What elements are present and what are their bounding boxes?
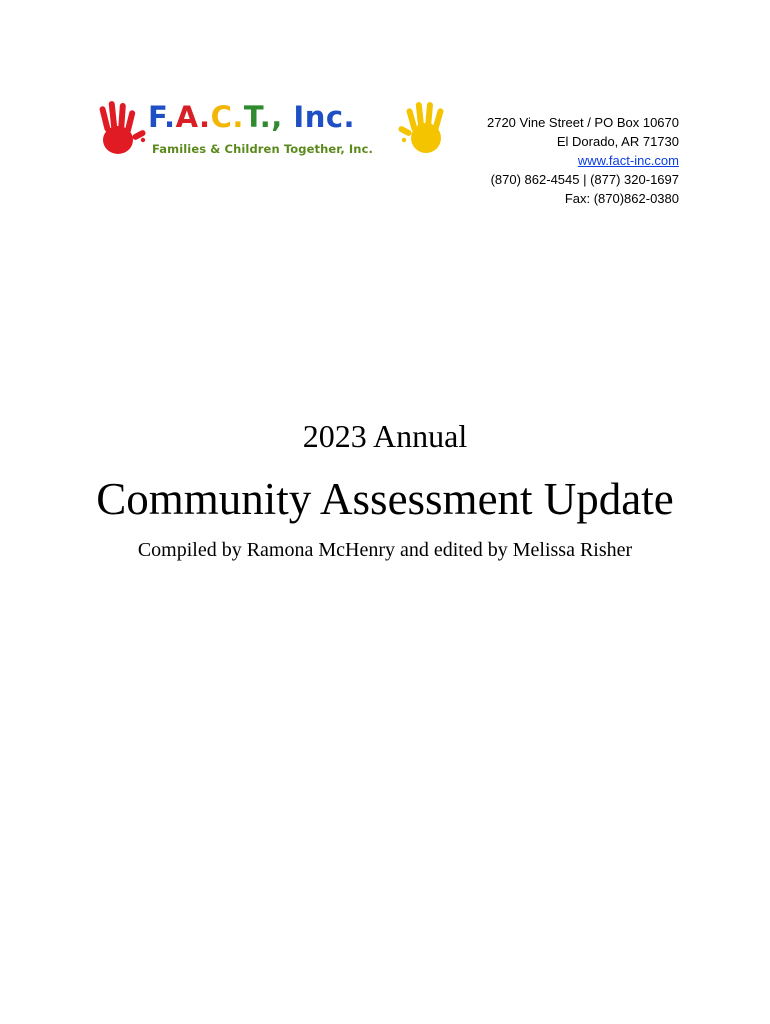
- logo-letter-t: T.,: [243, 100, 283, 134]
- byline: Compiled by Ramona McHenry and edited by Melissa Risher: [137, 539, 633, 561]
- year-title: 2023 Annual: [302, 418, 468, 454]
- logo-letter-f: F.: [148, 100, 176, 134]
- logo-title: [148, 100, 355, 134]
- logo-wordmark: [148, 98, 404, 164]
- city-state-zip: El Dorado, AR 71730: [556, 134, 679, 149]
- logo-inc: Inc.: [282, 100, 356, 134]
- street-address: 2720 Vine Street / PO Box 10670: [486, 115, 679, 130]
- logo-subtitle: Families & Children Together, Inc.: [152, 142, 373, 156]
- website-link[interactable]: www.fact-inc.com: [577, 153, 679, 168]
- fax-number: Fax: (870)862-0380: [564, 191, 679, 206]
- main-title: Community Assessment Update: [96, 474, 674, 524]
- yellow-handprint-icon: [397, 102, 444, 153]
- logo-letter-c: C.: [210, 100, 244, 134]
- contact-address-block: [487, 113, 679, 208]
- phone-numbers: (870) 862-4545 | (877) 320-1697: [490, 172, 679, 187]
- fact-inc-logo: [94, 98, 448, 164]
- red-handprint-icon: [99, 101, 147, 154]
- logo-letter-a: A.: [175, 100, 211, 134]
